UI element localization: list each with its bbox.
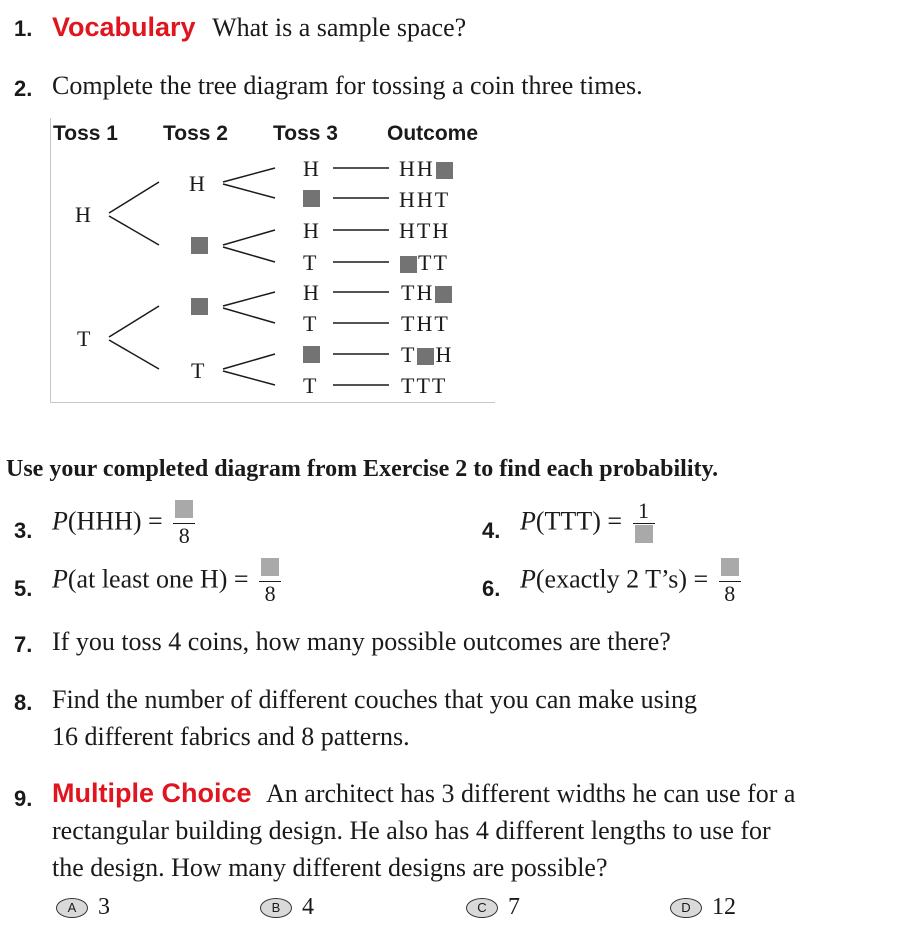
q1-text: What is a sample space? <box>212 13 467 42</box>
tree-diagram <box>50 118 495 403</box>
q5-p: P <box>52 564 68 594</box>
multiple-choice-label: Multiple Choice <box>52 778 252 808</box>
choice-c-value: 7 <box>508 894 520 920</box>
q5-den: 8 <box>264 581 276 606</box>
header-toss1: Toss 1 <box>53 122 118 145</box>
o5a: T <box>401 280 417 305</box>
toss3-6: T <box>303 311 319 336</box>
choice-c[interactable] <box>466 894 520 921</box>
header-toss3: Toss 3 <box>273 122 338 145</box>
toss3-5: H <box>303 280 321 305</box>
q4-blank <box>635 525 653 543</box>
q6-arg: (exactly 2 T’s) = <box>535 564 709 594</box>
o3c: H <box>432 218 451 243</box>
toss3-3: H <box>303 218 321 243</box>
outcome-7-blank <box>417 348 434 365</box>
o1b: H <box>416 156 435 181</box>
outcome-2 <box>399 187 450 213</box>
q6-expr <box>520 558 741 605</box>
o4b: T <box>418 250 434 275</box>
toss2-h: H <box>189 171 207 196</box>
choice-c-bubble[interactable]: C <box>466 898 498 918</box>
choice-b-bubble[interactable]: B <box>260 898 292 918</box>
o7a: T <box>401 342 417 367</box>
outcome-6 <box>401 311 450 337</box>
choice-b[interactable] <box>260 894 314 921</box>
instruction-text: Use your completed diagram from Exercise 2 to find each probability. <box>6 456 719 482</box>
vocabulary-label: Vocabulary <box>52 12 196 42</box>
q9-line3: the design. How many different designs are possible? <box>52 853 608 882</box>
o2a: H <box>399 187 417 212</box>
outcome-7 <box>401 342 453 368</box>
q5-fraction <box>259 558 281 605</box>
toss3-blank-2 <box>303 190 320 207</box>
q8-number: 8. <box>14 690 33 715</box>
q5-arg: (at least one H) = <box>67 564 249 594</box>
q3-number: 3. <box>14 518 33 543</box>
q3-p: P <box>52 506 68 536</box>
o8c: T <box>431 373 448 398</box>
outcome-4-blank <box>400 256 417 273</box>
q3-fraction <box>173 500 195 547</box>
outcome-3 <box>399 218 450 244</box>
q4-arg: (TTT) = <box>535 506 623 536</box>
toss1-h: H <box>75 202 93 227</box>
o6b: H <box>416 311 435 336</box>
outcome-8 <box>401 373 447 399</box>
toss2-blank-1 <box>191 237 208 254</box>
q3-blank <box>175 500 193 518</box>
toss3-8: T <box>303 373 319 398</box>
toss3-1: H <box>303 156 321 181</box>
choice-a-value: 3 <box>98 894 110 920</box>
q7-text: If you toss 4 coins, how many possible outcomes are there? <box>52 627 671 656</box>
q5-number: 5. <box>14 576 33 601</box>
o8a: T <box>401 373 417 398</box>
q6-den: 8 <box>724 581 736 606</box>
q4-p: P <box>520 506 536 536</box>
q9-line1 <box>52 778 795 809</box>
q6-blank <box>721 558 739 576</box>
q1-line <box>52 12 466 43</box>
choice-d-bubble[interactable]: D <box>670 898 702 918</box>
o2c: T <box>434 187 451 212</box>
q5-expr <box>52 558 281 605</box>
toss3-blank-7 <box>303 346 320 363</box>
q7-number: 7. <box>14 632 33 657</box>
q3-den: 8 <box>178 523 190 548</box>
q9-line2: rectangular building design. He also has 4 different lengths to use for <box>52 816 771 845</box>
outcome-5-blank <box>435 286 452 303</box>
o8b: T <box>416 373 432 398</box>
q2-text: Complete the tree diagram for tossing a coin three times. <box>52 71 643 100</box>
q4-numer: 1 <box>638 498 650 523</box>
choice-b-value: 4 <box>302 894 314 920</box>
q6-p: P <box>520 564 536 594</box>
o5b: H <box>416 280 435 305</box>
q8-line2: 16 different fabrics and 8 patterns. <box>52 722 410 751</box>
o3a: H <box>399 218 417 243</box>
o3b: T <box>416 218 433 243</box>
q4-expr <box>520 500 655 547</box>
q8-line1: Find the number of different couches that you can make using <box>52 685 698 714</box>
o4c: T <box>433 250 449 275</box>
q6-fraction <box>719 558 741 605</box>
q5-blank <box>261 558 279 576</box>
q2-number: 2. <box>14 76 33 101</box>
q4-number: 4. <box>482 518 501 543</box>
q4-fraction <box>633 500 655 547</box>
q9-number: 9. <box>14 786 33 811</box>
header-outcome: Outcome <box>387 122 479 145</box>
o6c: T <box>434 311 450 336</box>
toss2-t: T <box>191 358 207 383</box>
outcome-5 <box>401 280 453 306</box>
q1-number: 1. <box>14 16 33 41</box>
choice-a-bubble[interactable]: A <box>56 898 88 918</box>
choice-a[interactable] <box>56 894 110 921</box>
o6a: T <box>401 311 417 336</box>
q3-expr <box>52 500 195 547</box>
q9-line1-text: An architect has 3 different widths he can use for a <box>266 779 796 808</box>
toss2-blank-2 <box>191 298 208 315</box>
q6-number: 6. <box>482 576 501 601</box>
toss3-4: T <box>303 250 319 275</box>
outcome-4 <box>399 250 449 276</box>
o2b: H <box>416 187 435 212</box>
outcome-1-blank <box>436 162 453 179</box>
header-toss2: Toss 2 <box>163 122 228 145</box>
o1a: H <box>399 156 417 181</box>
outcome-1 <box>399 156 454 182</box>
o7c: H <box>435 342 454 367</box>
q3-arg: (HHH) = <box>67 506 163 536</box>
choice-d[interactable] <box>670 894 736 921</box>
choice-d-value: 12 <box>712 894 736 920</box>
toss1-t: T <box>77 326 93 351</box>
